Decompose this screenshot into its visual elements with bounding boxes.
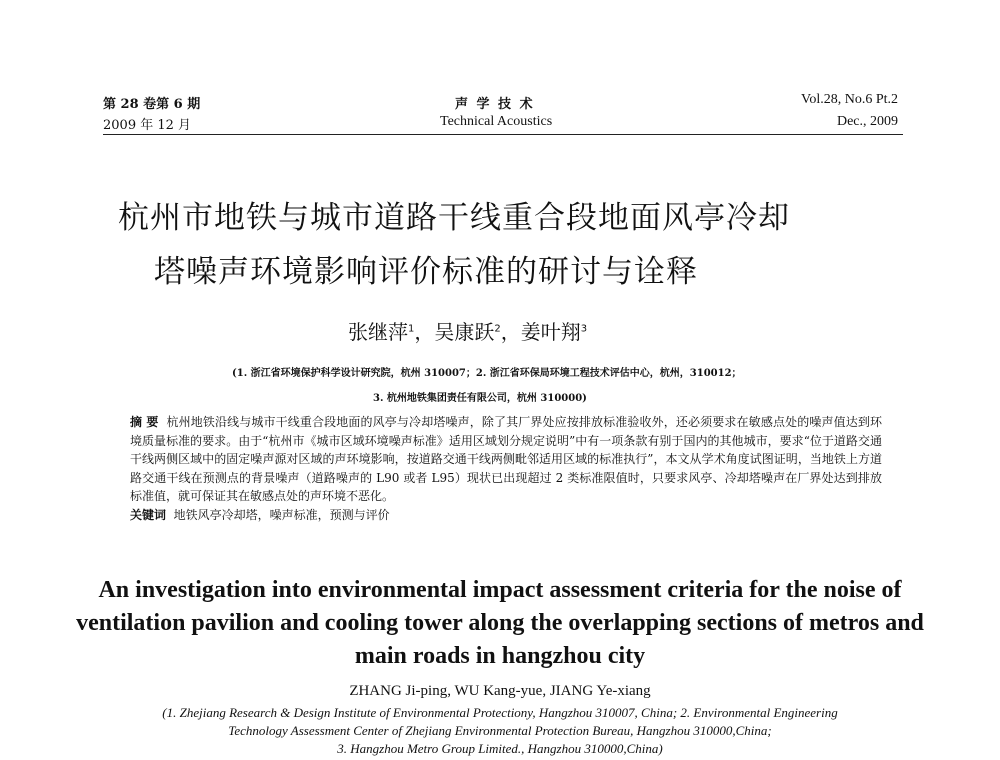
author-name: 姜叶翔 bbox=[520, 320, 581, 344]
abstract-text: 杭州地铁沿线与城市干线重合段地面的风亭与冷却塔噪声，除了其厂界处应按排放标准验收外，还必须要求在敏感点处的噪声值达到环境质量标准的要求。由于“杭州市《城市区域环境噪声标准》适用区域划分规定说明”中有一项条款有别于国内的其他城市，要求“位于道路交通干线两侧区域中的固定噪声源对区域的声环境影响，按道路交通干线两侧毗邻适用区域的标准执行”，本文从学术角度试图证明，当地铁上方道路交通干线在预测点的背景噪声（道路噪声的 L90 或者 L95）现状已出现超过 2 类标准限值时，只要求风亭、冷却塔噪声在厂界处达到排放标准值，就可保证其在敏感点处的声环境不恶化。 bbox=[130, 415, 882, 504]
affiliation-en-line1: (1. Zhejiang Research & Design Institute of Environmental Protectiony, Hangzhou 310007, China; 2. Environmental Engineering bbox=[162, 705, 838, 720]
affiliation-en-line2: Technology Assessment Center of Zhejiang Environmental Protection Bureau, Hangzhou 310000,China; bbox=[228, 723, 772, 738]
abstract-zh bbox=[130, 413, 882, 525]
volume-issue-en: Vol.28, No.6 Pt.2 bbox=[801, 92, 898, 107]
affiliation-en-line3: 3. Hangzhou Metro Group Limited., Hangzhou 310000,China) bbox=[337, 741, 663, 756]
author-name: 吴康跃 bbox=[434, 320, 495, 344]
keywords-label: 关键词 bbox=[130, 507, 167, 522]
author-mark: 3 bbox=[580, 323, 588, 335]
author-mark: 1 bbox=[408, 323, 415, 335]
volume-issue-zh: 第 28 卷第 6 期 bbox=[103, 97, 201, 112]
authors-zh bbox=[348, 316, 587, 345]
title-zh-line2: 塔噪声环境影响评价标准的研讨与诠释 bbox=[154, 254, 698, 290]
authors-en: ZHANG Ji-ping, WU Kang-yue, JIANG Ye-xiang bbox=[349, 683, 651, 699]
affiliation-en bbox=[80, 704, 920, 758]
author-separator: ， bbox=[414, 320, 435, 344]
title-en: An investigation into environmental impact assessment criteria for the noise of ventilation pavilion and cooling tower along the overlapping sections of metros and main roads in hangzhou city bbox=[76, 577, 924, 669]
author-mark: 2 bbox=[494, 323, 501, 335]
date-en: Dec., 2009 bbox=[836, 114, 898, 129]
journal-name-en: Technical Acoustics bbox=[440, 114, 553, 129]
title-zh-line1: 杭州市地铁与城市道路干线重合段地面风亭冷却 bbox=[118, 200, 790, 236]
abstract-label: 摘 要 bbox=[130, 415, 159, 429]
author-name: 张继萍 bbox=[348, 320, 408, 344]
header-rule bbox=[103, 134, 903, 135]
keywords-text: 地铁风亭冷却塔，噪声标准，预测与评价 bbox=[173, 507, 390, 522]
affiliation-zh-line1: (1. 浙江省环境保护科学设计研究院，杭州 310007；2. 浙江省环保局环境工程技术评估中心，杭州，310012； bbox=[232, 368, 742, 379]
author-separator: ， bbox=[500, 320, 521, 344]
date-zh: 2009 年 12 月 bbox=[103, 118, 192, 133]
affiliation-zh-line2: 3. 杭州地铁集团责任有限公司，杭州 310000) bbox=[373, 393, 587, 404]
journal-name-zh: 声 学 技 术 bbox=[455, 97, 535, 112]
